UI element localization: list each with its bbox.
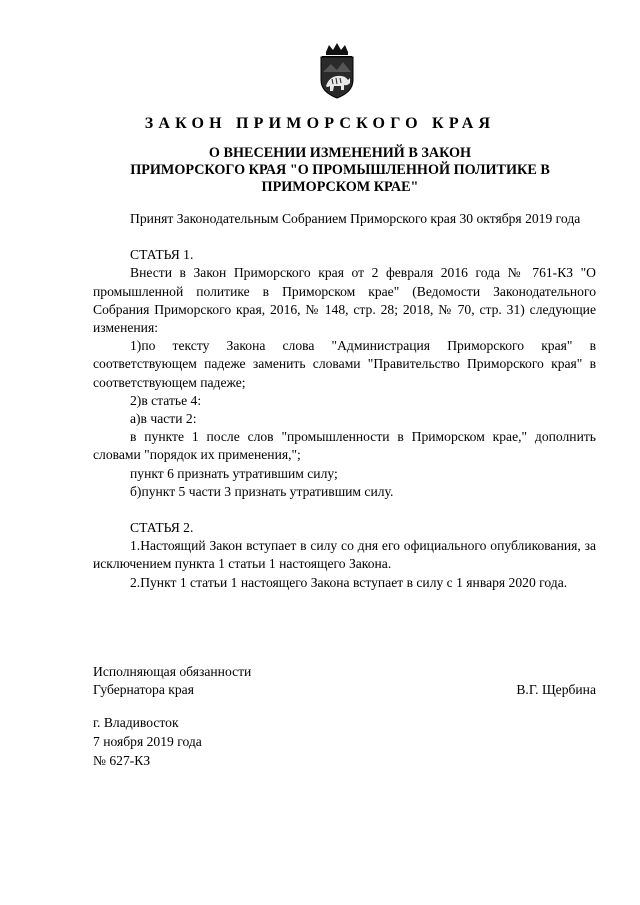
law-subject <box>80 145 600 196</box>
subject-line: ПРИМОРСКОМ КРАЕ" <box>261 179 419 195</box>
subject-line: ПРИМОРСКОГО КРАЯ "О ПРОМЫШЛЕННОЙ ПОЛИТИКЕ В <box>130 162 550 178</box>
article-paragraph: 1)по тексту Закона слова "Администрация Приморского края" в соответствующем падеже заменить словами "Правительство Приморского края" в соответствующем падеже; <box>93 338 596 390</box>
article-paragraph: б)пункт 5 части 3 признать утратившим силу. <box>130 483 394 499</box>
primorsky-krai-coat-of-arms-icon <box>317 42 357 100</box>
signatory-position: Исполняющая обязанности <box>93 664 252 679</box>
signatory-name: В.Г. Щербина <box>516 682 596 698</box>
law-number: № 627-КЗ <box>93 753 151 768</box>
article-paragraph: Внести в Закон Приморского края от 2 февраля 2016 года № 761-КЗ "О промышленной политике в Приморском крае" (Ведомости Законодательного Собрания Приморского края, 2016, № 148, стр. 28; 2018, № 70, стр. 31) следующие изменения: <box>93 265 596 336</box>
city: г. Владивосток <box>93 715 179 730</box>
subject-line: О ВНЕСЕНИИ ИЗМЕНЕНИЙ В ЗАКОН <box>208 145 472 161</box>
law-body <box>93 210 596 592</box>
signing-date: 7 ноября 2019 года <box>93 734 202 749</box>
article-paragraph: пункт 6 признать утратившим силу; <box>130 465 338 481</box>
article-paragraph: 2)в статье 4: <box>130 392 202 408</box>
document-footer <box>93 713 202 770</box>
article-paragraph: 2.Пункт 1 статьи 1 настоящего Закона вступает в силу с 1 января 2020 года. <box>130 574 568 590</box>
article-1-heading: СТАТЬЯ 1. <box>130 247 194 263</box>
signature-block <box>93 663 596 699</box>
article-paragraph: 1.Настоящий Закон вступает в силу со дня его официального опубликования, за исключением пункта 1 статьи 1 настоящего Закона. <box>93 538 596 572</box>
law-title: ЗАКОН ПРИМОРСКОГО КРАЯ <box>144 115 496 132</box>
signatory-position: Губернатора края <box>93 682 194 698</box>
article-paragraph: в пункте 1 после слов "промышленности в Приморском крае," дополнить словами "порядок их применения,"; <box>93 429 596 463</box>
article-2-heading: СТАТЬЯ 2. <box>130 520 194 536</box>
article-paragraph: а)в части 2: <box>130 411 197 427</box>
adoption-note: Принят Законодательным Собранием Приморского края 30 октября 2019 года <box>130 211 581 226</box>
